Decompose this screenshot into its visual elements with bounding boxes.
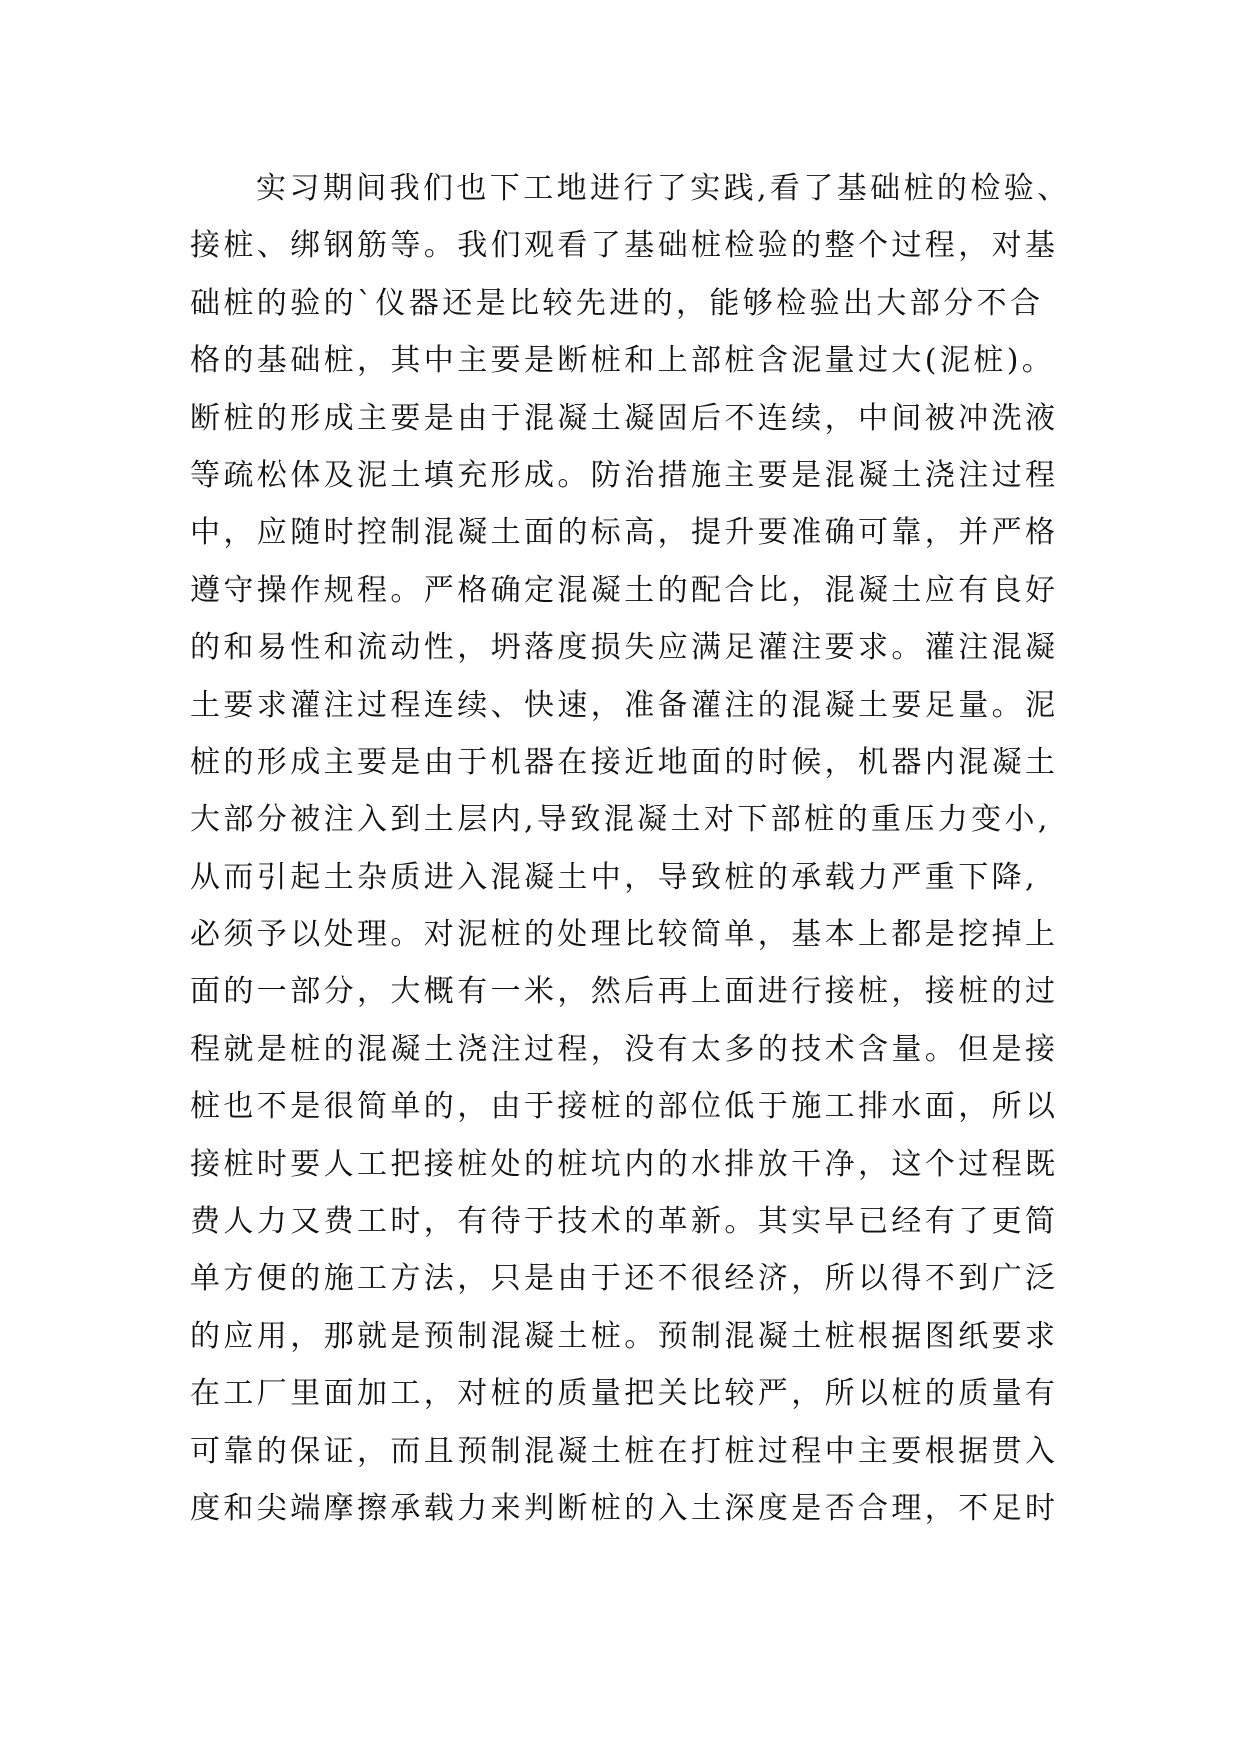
text-line: 大部分被注入到土层内,导致混凝土对下部桩的重压力变小,: [190, 802, 1051, 838]
body-paragraph: [190, 160, 1090, 1537]
text-line: 土要求灌注过程连续、快速，准备灌注的混凝土要足量。泥: [190, 687, 1059, 723]
text-line: 单方便的施工方法，只是由于还不很经济，所以得不到广泛: [190, 1261, 1059, 1297]
text-line: 实习期间我们也下工地进行了实践,看了基础桩的检验、: [256, 171, 1071, 206]
text-line: 可靠的保证，而且预制混凝土桩在打桩过程中主要根据贯入: [190, 1433, 1059, 1469]
text-line: 面的一部分，大概有一米，然后再上面进行接桩，接桩的过: [190, 974, 1059, 1010]
text-line: 从而引起土杂质进入混凝土中，导致桩的承载力严重下降,: [190, 859, 1038, 895]
text-line: 接桩时要人工把接桩处的桩坑内的水排放干净，这个过程既: [190, 1146, 1059, 1182]
text-line: 接桩、绑钢筋等。我们观看了基础桩检验的整个过程，对基: [190, 228, 1059, 264]
text-line: 必须予以处理。对泥桩的处理比较简单，基本上都是挖掉上: [190, 917, 1059, 953]
text-line: 中，应随时控制混凝土面的标高，提升要准确可靠，并严格: [190, 515, 1059, 551]
text-line: 断桩的形成主要是由于混凝土凝固后不连续，中间被冲洗液: [190, 400, 1059, 436]
text-line: 度和尖端摩擦承载力来判断桩的入土深度是否合理，不足时: [190, 1490, 1059, 1526]
text-line: 的和易性和流动性，坍落度损失应满足灌注要求。灌注混凝: [190, 630, 1059, 666]
text-line: 桩的形成主要是由于机器在接近地面的时候，机器内混凝土: [190, 744, 1059, 780]
text-line: 格的基础桩，其中主要是断桩和上部桩含泥量过大(泥桩)。: [190, 343, 1056, 379]
text-line: 础桩的验的`仪器还是比较先进的，能够检验出大部分不合: [190, 285, 1044, 321]
text-line: 程就是桩的混凝土浇注过程，没有太多的技术含量。但是接: [190, 1031, 1059, 1067]
text-line: 桩也不是很简单的，由于接桩的部位低于施工排水面，所以: [190, 1089, 1059, 1125]
text-line: 等疏松体及泥土填充形成。防治措施主要是混凝土浇注过程: [190, 457, 1059, 493]
text-line: 遵守操作规程。严格确定混凝土的配合比，混凝土应有良好: [190, 572, 1059, 608]
text-line: 在工厂里面加工，对桩的质量把关比较严，所以桩的质量有: [190, 1376, 1059, 1412]
text-line: 的应用，那就是预制混凝土桩。预制混凝土桩根据图纸要求: [190, 1318, 1059, 1354]
text-line: 费人力又费工时，有待于技术的革新。其实早已经有了更简: [190, 1204, 1059, 1240]
